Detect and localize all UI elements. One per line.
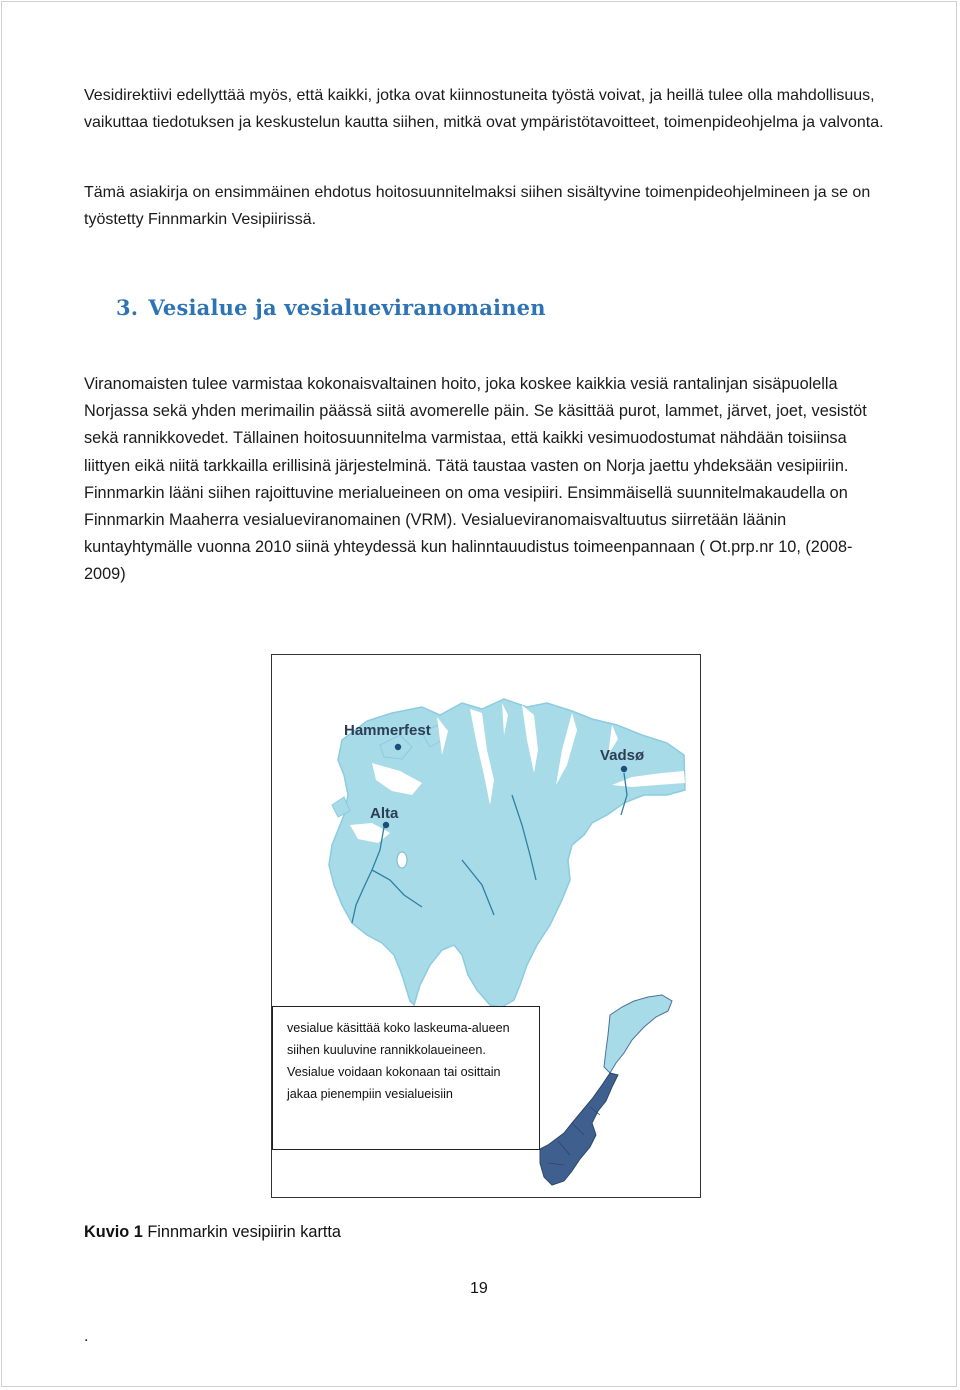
- map-label-vadso: Vadsø: [600, 747, 645, 764]
- section-title: Vesialue ja vesialueviranomainen: [148, 295, 546, 320]
- lake: [397, 852, 407, 868]
- norway-north-region: [604, 995, 672, 1073]
- section-number: 3.: [116, 295, 139, 320]
- city-dot-vadso: [621, 766, 627, 772]
- city-dot-hammerfest: [395, 744, 401, 750]
- caption-label: Kuvio 1: [84, 1223, 143, 1241]
- paragraph-3: Viranomaisten tulee varmistaa kokonaisvaltainen hoito, joka koskee kaikkia vesiä rantalinjan sisäpuolella Norjassa sekä yhden merimailin päässä siitä avomerelle päin. Se käsittää purot, lammet, järvet, joet, vesistöt sekä rannikkovedet. Tällainen hoitosuunnitelma varmistaa, että kaikki vesimuodostumat nähdään toisiinsa liittyen eikä niitä tarkkailla erillisinä järjestelminä. Tätä taustaa vasten on Norja jaettu yhdeksään vesipiiriin. Finnmarkin lääni siihen rajoittuvine merialueineen on oma vesipiiri. Ensimmäisellä suunnitelmakaudella on Finnmarkin Maaherra vesialueviranomainen (VRM). Vesialueviranomaisvaltuutus siirretään läänin kuntayhtymälle vuonna 2010 siinä yhteydessä kun halinntauudistus toimeenpannaan ( Ot.prp.nr 10, (2008-2009): [84, 375, 867, 584]
- footer-mark: .: [84, 1328, 89, 1345]
- page-number: 19: [470, 1280, 488, 1297]
- city-dot-alta: [383, 822, 389, 828]
- map-figure: [271, 654, 701, 1198]
- norway-inset: [540, 995, 672, 1185]
- section-heading: [116, 295, 546, 320]
- figure-caption: [84, 1223, 341, 1242]
- caption-text: Finnmarkin vesipiirin kartta: [142, 1223, 341, 1241]
- map-label-hammerfest: Hammerfest: [344, 722, 431, 739]
- norway-south-region: [540, 1073, 618, 1185]
- map-label-alta: Alta: [370, 805, 399, 822]
- paragraph-2: Tämä asiakirja on ensimmäinen ehdotus hoitosuunnitelmaksi siihen sisältyvine toimenpideohjelmineen ja se on työstetty Finnmarkin Vesipiirissä.: [84, 184, 871, 228]
- paragraph-1: Vesidirektiivi edellyttää myös, että kaikki, jotka ovat kiinnostuneita työstä voivat, ja heillä tulee olla mahdollisuus, vaikuttaa tiedotuksen ja keskustelun kautta siihen, mitkä ovat ympäristötavoitteet, toimenpideohjelma ja valvonta.: [84, 87, 884, 131]
- map-note-box: vesialue käsittää koko laskeuma-alueen siihen kuuluvine rannikkolaueineen. Vesialue voidaan kokonaan tai osittain jakaa pienempiin vesialueisiin: [272, 1006, 540, 1150]
